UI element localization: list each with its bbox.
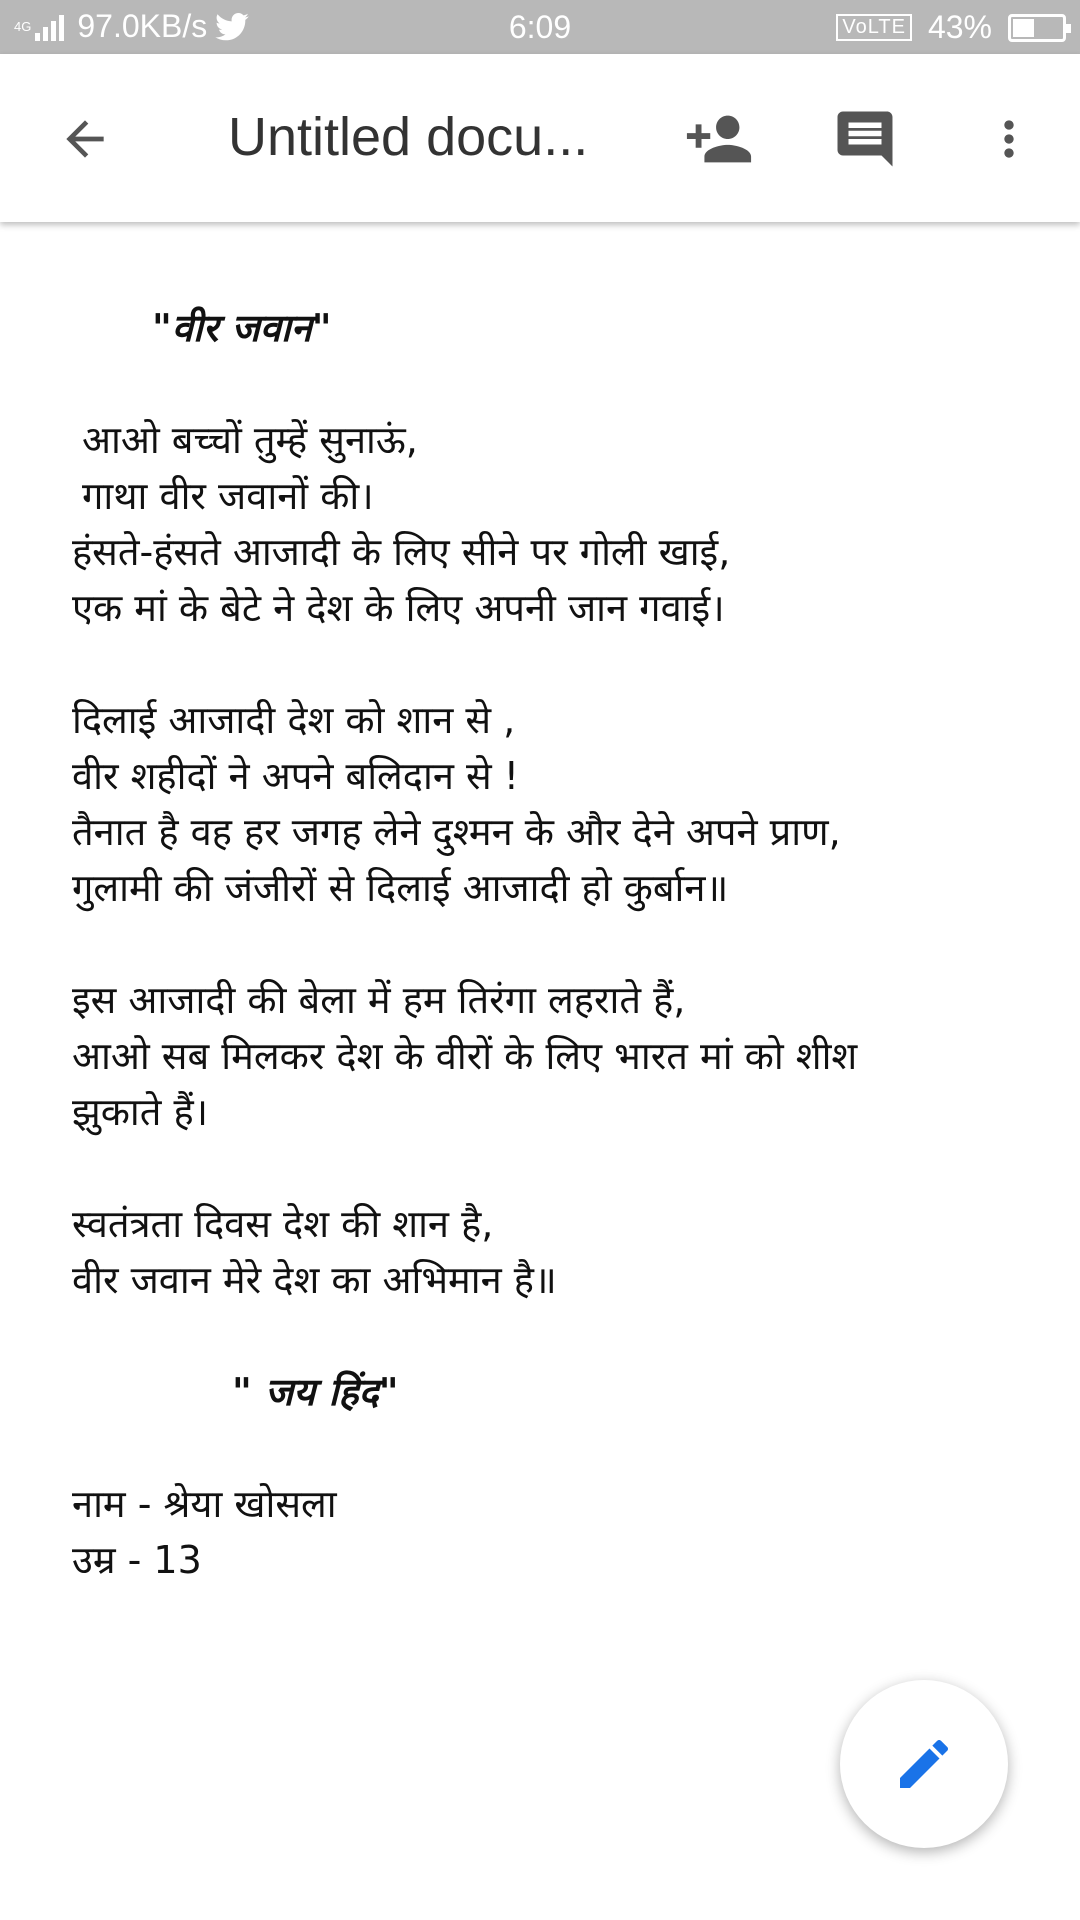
comment-icon [832,106,898,172]
edit-fab-button[interactable] [840,1680,1008,1848]
poem-line: स्वतंत्रता दिवस देश की शान है, [72,1202,494,1246]
document-body[interactable] [72,300,1032,1588]
poem-line: एक मां के बेटे ने देश के लिए अपनी जान गवाई। [72,586,725,630]
arrow-back-icon [57,111,113,167]
volte-badge: VoLTE [836,14,912,41]
stanza-4 [72,1196,1032,1308]
poem-title: "वीर जवान" [152,306,332,350]
stanza-2 [72,692,1032,916]
status-bar [0,0,1080,54]
poem-line: गुलामी की जंजीरों से दिलाई आजादी हो कुर्बान॥ [72,866,729,910]
edit-pencil-icon [892,1732,956,1796]
author-name: नाम - श्रेया खोसला [72,1482,337,1526]
document-title: Untitled docu... [228,107,589,167]
stanza-1 [72,412,1032,636]
closing-line: " जय हिंद" [232,1370,399,1414]
more-vert-icon [981,111,1037,167]
poem-line: आओ सब मिलकर देश के वीरों के लिए भारत मां को शीश [72,1034,858,1078]
share-button[interactable] [684,104,754,174]
poem-line: आओ बच्चों तुम्हें सुनाऊं, [82,418,418,462]
poem-line: वीर शहीदों ने अपने बलिदान से ! [72,754,519,798]
poem-line: गाथा वीर जवानों की। [82,474,374,518]
battery-percent: 43% [927,9,992,45]
network-speed: 97.0KB/s [77,8,208,44]
more-options-button[interactable] [974,104,1044,174]
poem-line: इस आजादी की बेला में हम तिरंगा लहराते हैं, [72,978,686,1022]
stanza-3 [72,972,1032,1140]
poem-line: वीर जवान मेरे देश का अभिमान है॥ [72,1258,557,1302]
add-person-icon [684,103,754,175]
app-bar [0,54,1080,222]
back-button[interactable] [50,104,120,174]
network-type-label: 4G [14,19,32,34]
poem-line: दिलाई आजादी देश को शान से , [72,698,516,742]
author-age: उम्र - 13 [72,1538,202,1582]
poem-line: झुकाते हैं। [72,1090,209,1134]
poem-line: हंसते-हंसते आजादी के लिए सीने पर गोली खाई, [72,530,731,574]
comments-button[interactable] [830,104,900,174]
battery-icon [1008,14,1066,42]
clock: 6:09 [508,9,572,45]
poem-line: तैनात है वह हर जगह लेने दुश्मन के और देने अपने प्राण, [72,810,841,854]
